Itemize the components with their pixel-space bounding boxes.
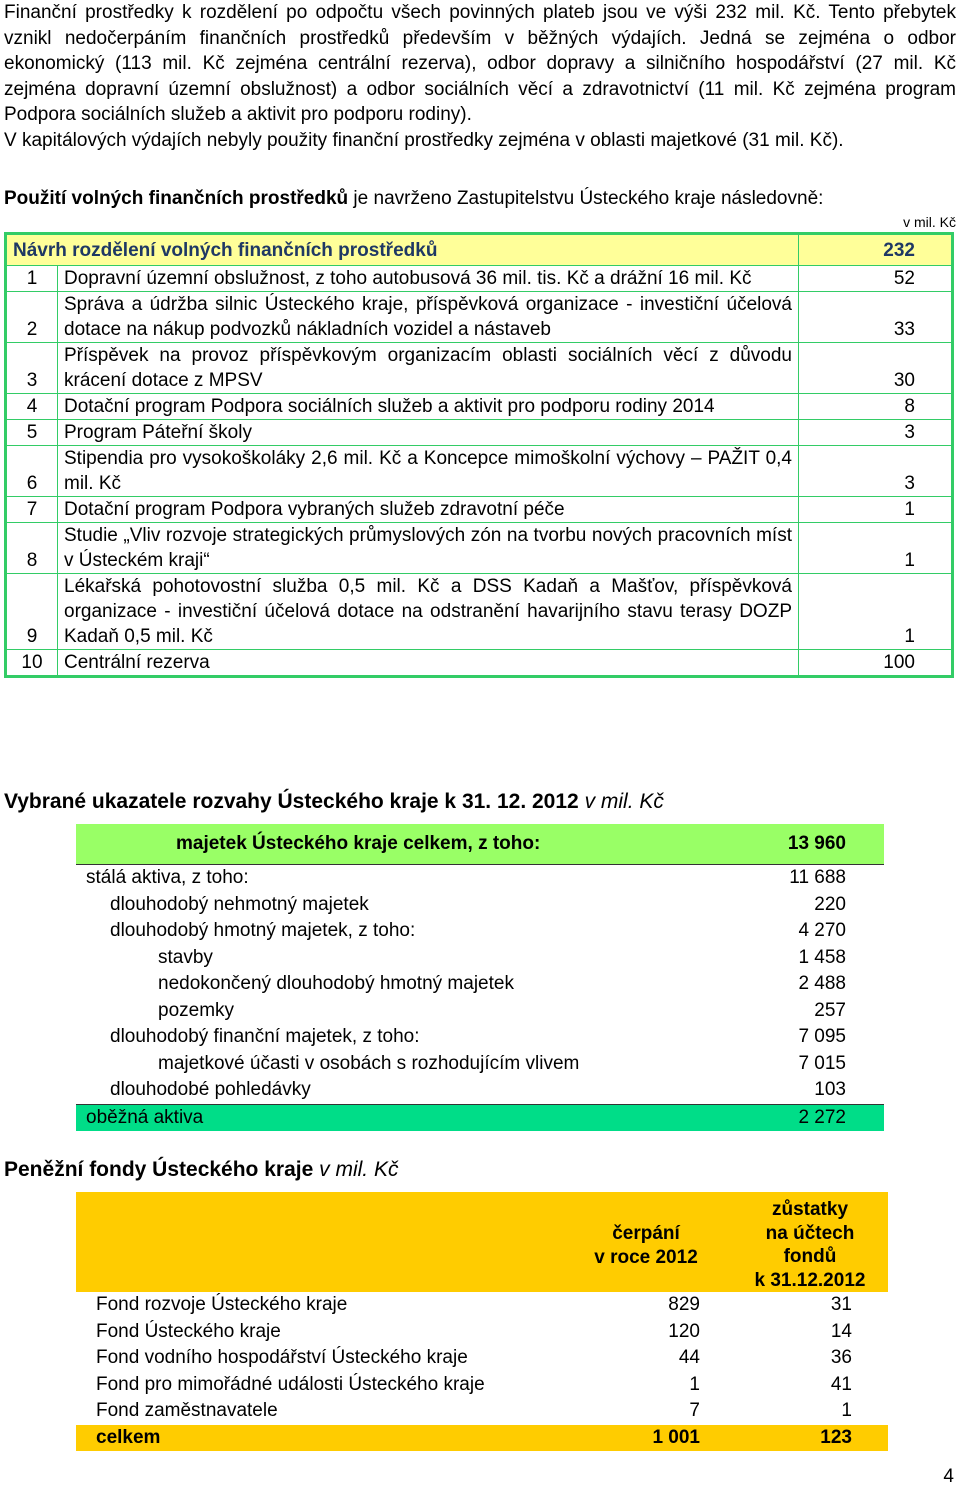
row-value: 11 688 — [666, 865, 884, 892]
row-number: 3 — [6, 343, 58, 394]
table-row — [6, 523, 953, 574]
row-text: Dotační program Podpora sociálních služeb a aktivit pro podporu rodiny 2014 — [58, 394, 799, 420]
col2-line2: na účtech — [765, 1222, 855, 1244]
fund-spent: 120 — [560, 1319, 732, 1346]
table-row — [6, 394, 953, 420]
table-row — [76, 1104, 884, 1131]
table-row — [76, 1024, 884, 1051]
table-row — [6, 446, 953, 497]
row-value: 2 488 — [798, 973, 846, 994]
row-text: Studie „Vliv rozvoje strategických průmyslových zón na tvorbu nových pracovních míst v Ústeckém kraji“ — [58, 523, 799, 574]
distribution-table — [4, 232, 954, 678]
col1-line1: čerpání — [612, 1223, 680, 1244]
fund-total-spent: 1 001 — [560, 1425, 732, 1452]
row-label: stálá aktiva, z toho: — [76, 865, 666, 892]
col1-line2: v roce 2012 — [594, 1246, 698, 1268]
row-label: stavby — [158, 946, 213, 968]
row-label: pozemky — [158, 999, 235, 1021]
row-label: dlouhodobé pohledávky — [110, 1079, 311, 1100]
row-value: 2 272 — [666, 1104, 884, 1131]
fund-balance: 31 — [732, 1292, 888, 1319]
row-value: 30 — [799, 343, 953, 394]
table-row — [76, 865, 884, 892]
col2-line3: fondů — [783, 1246, 837, 1267]
funds-heading — [4, 1158, 398, 1182]
fund-balance: 14 — [732, 1319, 888, 1346]
balance-top-label: majetek Ústeckého kraje celkem, z toho: — [76, 824, 666, 865]
funds-col1-header — [560, 1192, 732, 1292]
usage-subhead-bold: Použití volných finančních prostředků — [4, 188, 349, 209]
fund-name: Fond Ústeckého kraje — [76, 1319, 560, 1346]
row-text: Centrální rezerva — [58, 650, 799, 677]
row-value: 1 — [799, 497, 953, 523]
table-row — [76, 1077, 884, 1104]
funds-col2-header — [732, 1192, 888, 1292]
intro-text-2: V kapitálových výdajích nebyly použity finanční prostředky zejména v oblasti majetkové (31 mil. Kč). — [4, 129, 844, 151]
table-row — [76, 1051, 884, 1078]
row-value: 4 270 — [798, 920, 846, 941]
row-number: 7 — [6, 497, 58, 523]
row-value: 220 — [814, 893, 846, 915]
row-value: 33 — [799, 292, 953, 343]
col2-line4: k 31.12.2012 — [754, 1269, 866, 1291]
funds-header-row — [76, 1192, 888, 1292]
row-label: majetkové účasti v osobách s rozhodujícím vlivem — [158, 1052, 580, 1074]
distribution-title: Návrh rozdělení volných finančních prostředků — [6, 234, 799, 266]
row-text: Správa a údržba silnic Ústeckého kraje, příspěvková organizace - investiční účelová dotace na nákup podvozků nákladních vozidel a nástaveb — [58, 292, 799, 343]
fund-balance: 41 — [732, 1372, 888, 1399]
table-row — [76, 892, 884, 919]
row-value: 100 — [799, 650, 953, 677]
row-value: 3 — [799, 446, 953, 497]
row-number: 5 — [6, 420, 58, 446]
col2-line1: zůstatky — [771, 1199, 849, 1220]
fund-balance: 36 — [732, 1345, 888, 1372]
row-value: 7 015 — [798, 1052, 846, 1074]
row-number: 9 — [6, 574, 58, 650]
table-row — [76, 1398, 888, 1425]
table-row — [6, 266, 953, 292]
balance-top-value: 13 960 — [666, 824, 884, 865]
balance-heading — [4, 790, 664, 814]
distribution-total: 232 — [799, 234, 953, 266]
row-text: Stipendia pro vysokoškoláky 2,6 mil. Kč a Koncepce mimoškolní výchovy – PAŽIT 0,4 mil. Kč — [58, 446, 799, 497]
fund-name: Fond pro mimořádné události Ústeckého kraje — [76, 1372, 560, 1399]
row-number: 1 — [6, 266, 58, 292]
intro-paragraph — [4, 0, 956, 153]
table-row — [76, 1292, 888, 1319]
table-row — [6, 292, 953, 343]
fund-name: Fond vodního hospodářství Ústeckého kraje — [76, 1345, 560, 1372]
table-row — [76, 1319, 888, 1346]
fund-balance: 1 — [732, 1398, 888, 1425]
row-label: nedokončený dlouhodobý hmotný majetek — [158, 973, 514, 994]
row-text: Program Páteřní školy — [58, 420, 799, 446]
usage-subhead — [4, 188, 956, 210]
row-label: dlouhodobý finanční majetek, z toho: — [110, 1026, 420, 1047]
table-row — [6, 650, 953, 677]
funds-heading-text: Peněžní fondy Ústeckého kraje — [4, 1158, 314, 1181]
row-value: 3 — [799, 420, 953, 446]
row-text: Lékařská pohotovostní služba 0,5 mil. Kč a DSS Kadaň a Mašťov, příspěvková organizace - investiční účelová dotace na odstranění havarijního stavu terasy DOZP Kadaň 0,5 mil. Kč — [58, 574, 799, 650]
fund-spent: 7 — [560, 1398, 732, 1425]
page-number: 4 — [943, 1466, 954, 1487]
table-row — [6, 420, 953, 446]
row-text: Dopravní územní obslužnost, z toho autobusová 36 mil. tis. Kč a drážní 16 mil. Kč — [58, 266, 799, 292]
fund-name: Fond zaměstnavatele — [76, 1398, 560, 1425]
fund-name: Fond rozvoje Ústeckého kraje — [76, 1292, 560, 1319]
fund-spent: 44 — [560, 1345, 732, 1372]
fund-total-balance: 123 — [732, 1425, 888, 1452]
row-value: 52 — [799, 266, 953, 292]
row-label: dlouhodobý hmotný majetek, z toho: — [110, 920, 416, 941]
funds-header-empty — [76, 1192, 560, 1292]
usage-subhead-rest: je navrženo Zastupitelstvu Ústeckého kraje následovně: — [348, 188, 824, 209]
row-text: Příspěvek na provoz příspěvkovým organizacím oblasti sociálních věcí z důvodu krácení dotace z MPSV — [58, 343, 799, 394]
table-row — [6, 574, 953, 650]
row-value: 7 095 — [798, 1026, 846, 1047]
row-value: 1 — [799, 574, 953, 650]
balance-heading-unit: v mil. Kč — [578, 790, 664, 813]
row-number: 10 — [6, 650, 58, 677]
row-number: 4 — [6, 394, 58, 420]
balance-table — [76, 824, 884, 1131]
fund-spent: 829 — [560, 1292, 732, 1319]
table-row — [76, 998, 884, 1025]
table-row — [76, 918, 884, 945]
row-number: 2 — [6, 292, 58, 343]
funds-heading-unit: v mil. Kč — [313, 1158, 399, 1181]
unit-label: v mil. Kč — [903, 214, 956, 230]
table-row — [6, 497, 953, 523]
balance-top-row — [76, 824, 884, 865]
funds-table — [76, 1192, 888, 1451]
intro-text-1: Finanční prostředky k rozdělení po odpočtu všech povinných plateb jsou ve výši 232 mil. Kč. Tento přebytek vznikl nedočerpáním finančních prostředků především v běžných výdajích. Jedná se zejména o odbor ekonomický (113 mil. Kč zejména centrální rezerva), odbor dopravy a silničního hospodářství (27 mil. Kč zejména dopravní územní obslužnost) a odbor sociálních věcí a zdravotnictví (11 mil. Kč zejména program Podpora sociálních služeb a aktivit pro podporu rodiny). — [4, 2, 956, 125]
fund-spent: 1 — [560, 1372, 732, 1399]
row-number: 6 — [6, 446, 58, 497]
balance-heading-text: Vybrané ukazatele rozvahy Ústeckého kraje k 31. 12. 2012 — [4, 790, 579, 813]
row-label: oběžná aktiva — [76, 1104, 666, 1131]
row-value: 1 — [799, 523, 953, 574]
table-row — [76, 1372, 888, 1399]
distribution-header-row — [6, 234, 953, 266]
row-number: 8 — [6, 523, 58, 574]
fund-total-label: celkem — [76, 1425, 560, 1452]
row-value: 257 — [814, 999, 846, 1021]
table-row — [6, 343, 953, 394]
row-value: 1 458 — [798, 946, 846, 968]
table-row — [76, 945, 884, 972]
funds-total-row — [76, 1425, 888, 1452]
row-value: 8 — [799, 394, 953, 420]
row-text: Dotační program Podpora vybraných služeb zdravotní péče — [58, 497, 799, 523]
row-label: dlouhodobý nehmotný majetek — [110, 893, 369, 915]
row-value: 103 — [814, 1079, 846, 1100]
table-row — [76, 1345, 888, 1372]
table-row — [76, 971, 884, 998]
